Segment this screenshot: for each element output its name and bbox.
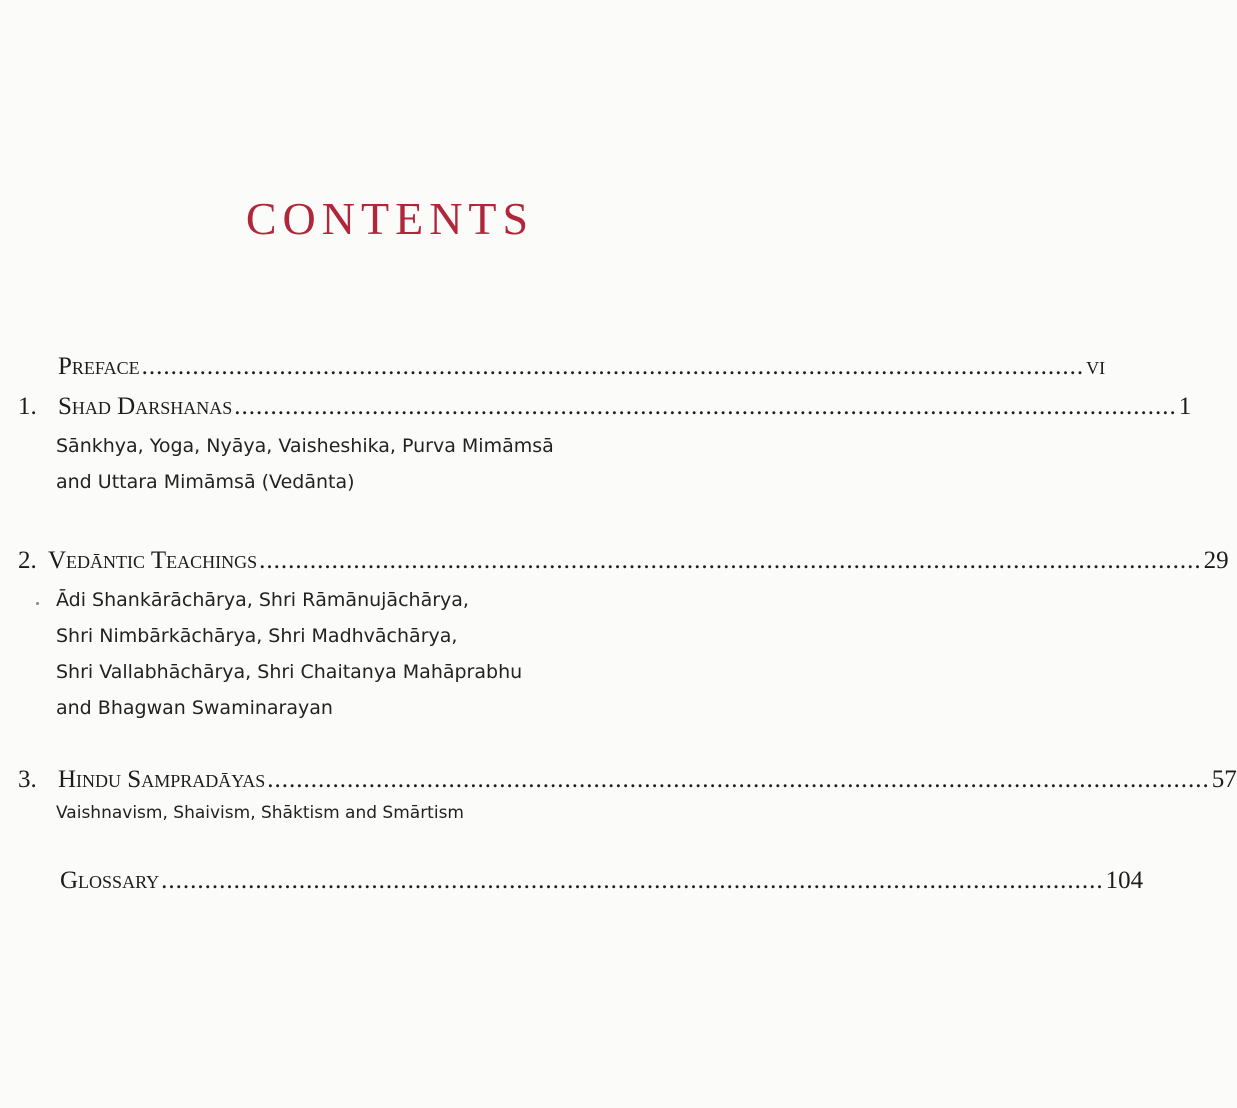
print-speck — [36, 602, 39, 605]
subtitle-line: Vaishnavism, Shaivism, Shāktism and Smārtism — [56, 803, 464, 823]
toc-entry-shad-darshanas — [18, 392, 1192, 422]
toc-entry-number: 3. — [18, 766, 37, 793]
toc-entry-label: Vedāntic Teachings — [48, 547, 258, 574]
toc-entry-label: Hindu Sampradāyas — [58, 766, 266, 793]
toc-entry-label: Glossary — [60, 867, 160, 894]
toc-entry-number: 2. — [18, 547, 37, 574]
subtitle-line: and Bhagwan Swaminarayan — [56, 697, 333, 719]
toc-entry-label: Preface — [58, 353, 140, 380]
dot-leader: .................................................................................................................................. — [267, 766, 1210, 793]
toc-entry-page: vi — [1086, 353, 1106, 380]
toc-entry-label: Shad Darshanas — [58, 393, 233, 420]
dot-leader: .................................................................................................................................. — [259, 547, 1202, 574]
toc-entry-hindu-sampradayas — [18, 765, 1237, 795]
subtitle-line: and Uttara Mimāmsā (Vedānta) — [56, 471, 355, 493]
dot-leader: .................................................................................................................................. — [234, 393, 1177, 420]
toc-entry-page: 29 — [1203, 547, 1229, 574]
subtitle-line: Shri Nimbārkāchārya, Shri Madhvāchārya, — [56, 625, 458, 647]
toc-entry-number: 1. — [18, 393, 37, 420]
toc-entry-page: 104 — [1105, 867, 1144, 894]
page-title: CONTENTS — [245, 193, 535, 244]
dot-leader: .................................................................................................................................. — [161, 867, 1104, 894]
dot-leader: .................................................................................................................................. — [141, 353, 1085, 380]
toc-entry-page: 57 — [1211, 766, 1237, 793]
toc-entry-vedantic-teachings — [18, 546, 1229, 576]
toc-entry-preface — [58, 352, 1106, 382]
subtitle-line: Shri Vallabhāchārya, Shri Chaitanya Mahāprabhu — [56, 661, 523, 683]
toc-entry-page: 1 — [1178, 393, 1192, 420]
subtitle-line: Ādi Shankārāchārya, Shri Rāmānujāchārya, — [56, 589, 469, 611]
toc-entry-subtitles — [56, 582, 522, 726]
toc-entry-subtitles — [56, 428, 554, 500]
subtitle-line: Sānkhya, Yoga, Nyāya, Vaisheshika, Purva Mimāmsā — [56, 435, 554, 457]
toc-entry-glossary — [60, 866, 1144, 896]
toc-entry-subtitles — [56, 795, 464, 831]
